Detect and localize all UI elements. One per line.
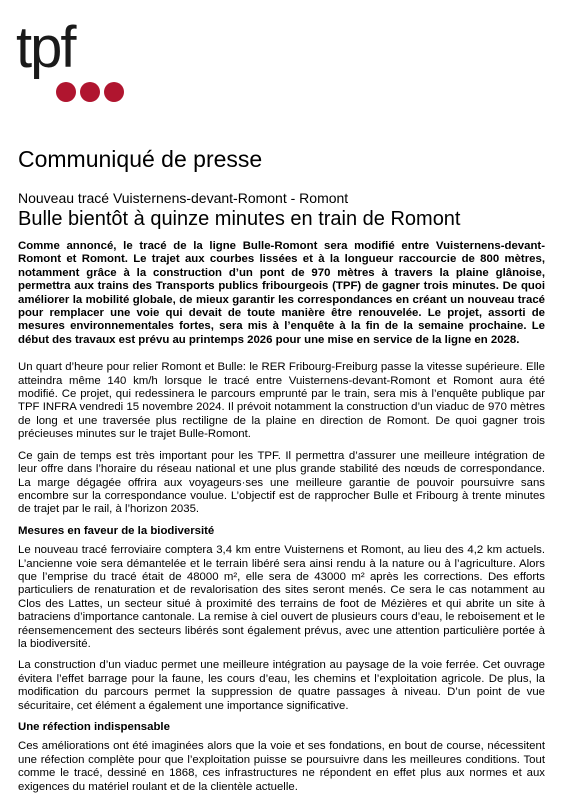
section-heading-biodiversity: Mesures en faveur de la biodiversité	[18, 524, 215, 537]
headline: Bulle bientôt à quinze minutes en train de Romont	[18, 208, 461, 230]
logo-dot	[104, 82, 124, 102]
logo-dot	[56, 82, 76, 102]
section-heading-refection: Une réfection indispensable	[18, 721, 170, 733]
tpf-logo	[16, 15, 116, 106]
document-type-title: Communiqué de presse	[18, 146, 263, 172]
subtitle: Nouveau tracé Vuisternens-devant-Romont - Romont	[18, 190, 349, 206]
body-paragraph: Ces améliorations ont été imaginées alors que la voie et ses fondations, en bout de course, nécessitent une réfection complète pour que l’exploitation puisse se poursuivre dans les meilleures conditions. Tout comme le tracé, dessiné en 1868, ces infrastructures ne répondent en effet plus aux normes et aux exigences du matériel roulant et de la clientèle actuelle.	[18, 740, 545, 793]
body-paragraph: Le nouveau tracé ferroviaire comptera 3,4 km entre Vuisternens et Romont, au lieu des 4,2 km actuels. L’ancienne voie sera démantelée et le terrain libéré sera ainsi rendu à la nature ou à l’agriculture. Alors que l’emprise du tracé était de 48000 m², elle sera de 43000 m² après les corrections. Des efforts particuliers de renaturation et de revalorisation des sites seront menés. Ce sera le cas notamment au Clos des Lattes, un secteur situé à proximité des terrains de foot de Mézières et qui abrite un site à batraciens d’importance cantonale. La remise à ciel ouvert de plusieurs cours d’eau, le reboisement et le réensemencement des secteurs libérés sont également prévus, avec une attention particulière portée à la biodiversité.	[18, 544, 545, 650]
logo-text: tpf	[16, 15, 75, 80]
article-body	[18, 240, 545, 802]
body-paragraph: Ce gain de temps est très important pour les TPF. Il permettra d’assurer une meilleure intégration de leur offre dans l’horaire du réseau national et une plus grande stabilité des nœuds de correspondance. La marge dégagée offrira aux voyageurs·ses une meilleure garantie de pouvoir poursuivre sans encombre sur la correspondance voulue. L’objectif est de rapprocher Bulle et Fribourg à trente minutes de trajet par le rail, à l’horizon 2035.	[18, 449, 545, 516]
lead-paragraph: Comme annoncé, le tracé de la ligne Bulle-Romont sera modifié entre Vuisternens-devant-Romont et Romont. Le trajet aux courbes lissées et à la longueur raccourcie de 800 mètres, notamment grâce à la construction d’un pont de 970 mètres à travers la plaine glânoise, permettra aux trains des Transports publics fribourgeois (TPF) de gagner trois minutes. De quoi améliorer la mobilité globale, de mieux garantir les correspondances en créant un nouveau tracé pour remplacer une voie qui devait de toute manière être renouvelée. Le projet, assorti de mesures environnementales fortes, sera mis à l’enquête à la fin de la semaine prochaine. Le début des travaux est prévu au printemps 2026 pour une mise en service de la ligne en 2028.	[18, 240, 545, 346]
logo-dot	[80, 82, 100, 102]
body-paragraph: La construction d’un viaduc permet une meilleure intégration au paysage de la voie ferrée. Cet ouvrage évitera l’effet barrage pour la faune, les cours d’eau, les chemins et l’exploitation agricole. De plus, la modification du parcours permet la suppression de quatre passages à niveau. D’un point de vue sécuritaire, cet élément a également une importance significative.	[18, 659, 545, 712]
body-paragraph: Un quart d’heure pour relier Romont et Bulle: le RER Fribourg-Freiburg passe la vitesse supérieure. Elle atteindra même 140 km/h lorsque le tracé entre Vuisternens-devant-Romont et Romont aura été modifié. Ce projet, qui redessinera le parcours emprunté par le train, sera mis à l’enquête publique par TPF INFRA vendredi 15 novembre 2024. Il prévoit notamment la construction d’un viaduc de 970 mètres de long et une traversée plus rectiligne de la plaine en direction de Romont. De quoi gagner trois précieuses minutes sur le trajet Bulle-Romont.	[18, 361, 545, 441]
